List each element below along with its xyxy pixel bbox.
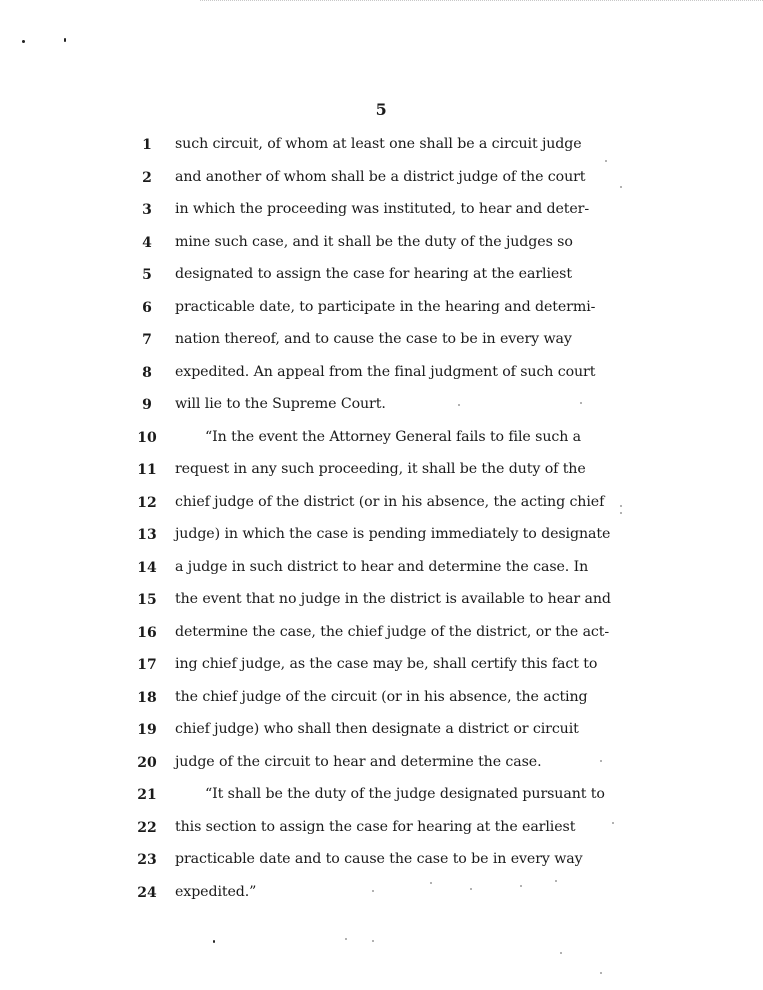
line-number: 9 bbox=[142, 397, 152, 413]
line-number: 6 bbox=[142, 299, 152, 316]
text-line bbox=[0, 715, 763, 748]
top-border-dots bbox=[200, 0, 763, 1]
line-number: 11 bbox=[137, 462, 157, 478]
line-text: the event that no judge in the district is available to hear and bbox=[175, 591, 611, 607]
line-number: 20 bbox=[137, 754, 157, 771]
line-number: 10 bbox=[137, 429, 157, 446]
line-text: mine such case, and it shall be the duty of the judges so bbox=[175, 233, 573, 250]
line-text: practicable date, to participate in the hearing and determi- bbox=[175, 298, 596, 315]
line-text: ing chief judge, as the case may be, shall certify this fact to bbox=[175, 656, 598, 672]
line-number: 13 bbox=[137, 527, 157, 543]
text-line bbox=[0, 650, 763, 683]
scan-speck bbox=[560, 952, 562, 954]
text-line bbox=[0, 813, 763, 846]
text-line bbox=[0, 845, 763, 878]
line-number: 21 bbox=[137, 787, 157, 803]
line-text: the chief judge of the circuit (or in his absence, the acting bbox=[175, 688, 588, 705]
line-text: such circuit, of whom at least one shall be a circuit judge bbox=[175, 136, 582, 152]
line-number: 3 bbox=[142, 202, 152, 218]
text-line bbox=[0, 293, 763, 326]
text-line bbox=[0, 553, 763, 586]
line-number: 2 bbox=[142, 169, 152, 186]
line-text: chief judge of the district (or in his absence, the acting chief bbox=[175, 493, 605, 510]
line-text: designated to assign the case for hearing at the earliest bbox=[175, 266, 572, 282]
text-line bbox=[0, 520, 763, 553]
line-number: 15 bbox=[137, 592, 157, 608]
text-line bbox=[0, 878, 763, 911]
line-text: this section to assign the case for hearing at the earliest bbox=[175, 818, 576, 835]
text-line bbox=[0, 748, 763, 781]
scan-speck bbox=[22, 40, 25, 43]
text-line bbox=[0, 163, 763, 196]
text-line bbox=[0, 195, 763, 228]
text-line bbox=[0, 455, 763, 488]
scan-speck bbox=[372, 940, 374, 942]
line-text: “It shall be the duty of the judge designated pursuant to bbox=[205, 786, 605, 802]
text-line bbox=[0, 228, 763, 261]
line-text: will lie to the Supreme Court. bbox=[175, 396, 386, 412]
line-text: request in any such proceeding, it shall be the duty of the bbox=[175, 461, 586, 477]
text-line bbox=[0, 260, 763, 293]
line-number: 19 bbox=[137, 722, 157, 738]
line-number: 8 bbox=[142, 364, 152, 381]
text-line bbox=[0, 683, 763, 716]
line-number: 17 bbox=[137, 657, 157, 673]
line-text: determine the case, the chief judge of the district, or the act- bbox=[175, 623, 610, 640]
line-number: 4 bbox=[142, 234, 152, 251]
text-line bbox=[0, 325, 763, 358]
line-text: judge of the circuit to hear and determine the case. bbox=[175, 753, 542, 770]
text-line bbox=[0, 488, 763, 521]
line-text: in which the proceeding was instituted, to hear and deter- bbox=[175, 201, 590, 217]
line-text: nation thereof, and to cause the case to be in every way bbox=[175, 331, 572, 347]
text-line bbox=[0, 585, 763, 618]
scan-speck bbox=[64, 38, 66, 42]
line-number: 12 bbox=[137, 494, 157, 511]
text-line bbox=[0, 358, 763, 391]
line-text: “In the event the Attorney General fails to file such a bbox=[205, 428, 582, 445]
text-line bbox=[0, 423, 763, 456]
line-text: and another of whom shall be a district judge of the court bbox=[175, 168, 586, 185]
text-line bbox=[0, 618, 763, 651]
line-number: 7 bbox=[142, 332, 152, 348]
line-text: expedited.” bbox=[175, 883, 257, 900]
line-number: 23 bbox=[137, 852, 157, 868]
line-text: a judge in such district to hear and determine the case. In bbox=[175, 558, 589, 575]
line-text: chief judge) who shall then designate a district or circuit bbox=[175, 721, 579, 737]
line-number: 22 bbox=[137, 819, 157, 836]
page-number: 5 bbox=[375, 100, 388, 119]
line-text: expedited. An appeal from the final judgment of such court bbox=[175, 363, 596, 380]
text-line bbox=[0, 130, 763, 163]
text-line bbox=[0, 780, 763, 813]
numbered-text-block bbox=[0, 130, 763, 910]
line-number: 16 bbox=[137, 624, 157, 641]
scan-speck bbox=[600, 972, 602, 974]
line-text: judge) in which the case is pending immediately to designate bbox=[175, 526, 611, 542]
line-number: 18 bbox=[137, 689, 157, 706]
line-number: 24 bbox=[137, 884, 157, 901]
line-number: 1 bbox=[142, 137, 152, 153]
line-number: 5 bbox=[142, 267, 152, 283]
line-number: 14 bbox=[137, 559, 157, 576]
scan-speck bbox=[213, 940, 215, 943]
scan-speck bbox=[345, 938, 347, 940]
line-text: practicable date and to cause the case to be in every way bbox=[175, 851, 583, 867]
text-line bbox=[0, 390, 763, 423]
